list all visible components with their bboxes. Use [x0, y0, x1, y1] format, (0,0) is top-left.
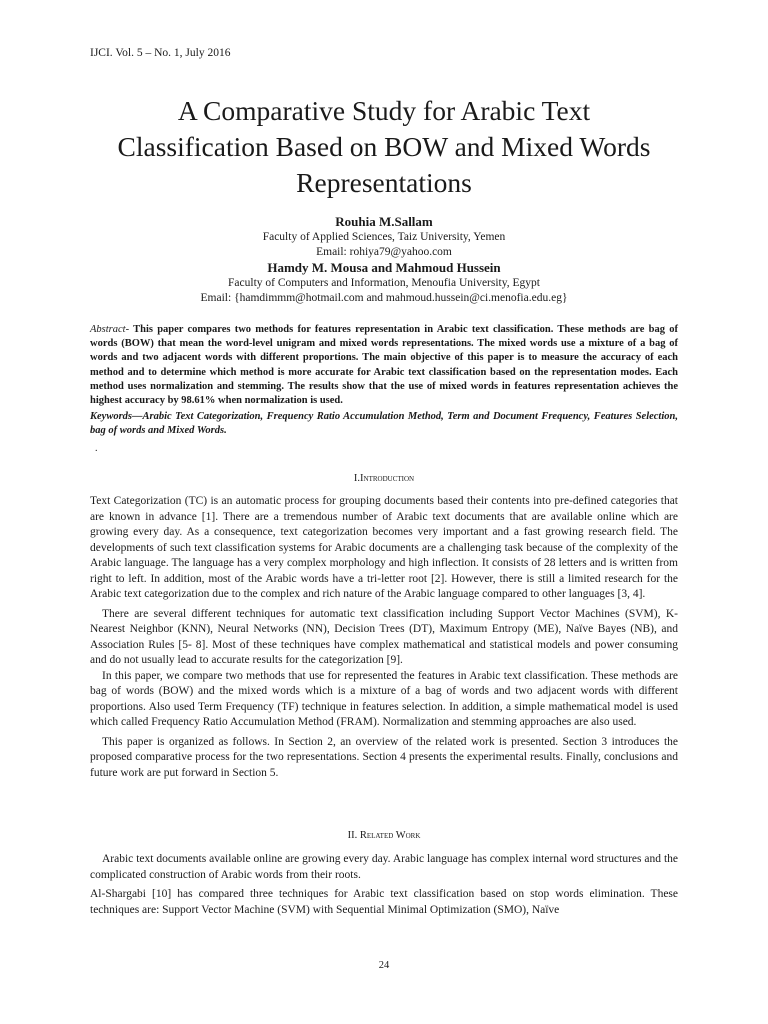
- author-email: Email: rohiya79@yahoo.com: [316, 245, 452, 258]
- paragraph: There are several different techniques for automatic text classification including Support Vector Machines (SVM), K- Nearest Neighbor (KNN), Neural Networks (NN), Decision Trees (DT), Maximum Entropy (ME), Naïve Bayes (NB), and Association Rules [5- 8]. Most of these techniques have complex mathematical and statistical models and power consuming and do not usually lead to accurate results for the categorization [9].: [90, 607, 678, 666]
- title-line: Representations: [296, 167, 472, 198]
- stray-dot: .: [95, 443, 98, 454]
- paragraph: Arabic text documents available online are growing every day. Arabic language has complex internal word structures and the complicated construction of Arabic words from their roots.: [90, 853, 678, 881]
- section-introduction: [90, 494, 678, 781]
- paragraph: Text Categorization (TC) is an automatic process for grouping documents based their contents into pre-defined categories that are known in advance [1]. There are a tremendous number of Arabic text documents that are available online which are growing every day. As a consequence, text categorization becomes very important and a fast growing research field. The developments of such text classification systems for Arabic documents are a challenging task because of the complexity of the Arabic language. The language has a very complex morphology and high inflection. It consists of 28 letters and is written from right to left. In addition, most of the Arabic words have a tri-letter root [2]. However, there is still a limited research for the Arabic text categorization due to the complex and rich nature of the Arabic language compared to other languages [3, 4].: [90, 495, 678, 600]
- paragraph: This paper is organized as follows. In Section 2, an overview of the related work is presented. Section 3 introduces the proposed comparative process for the two representations. Section 4 presents the experimental results. Finally, conclusions and future work are put forward in Section 5.: [90, 735, 678, 779]
- author-email: Email: {hamdimmm@hotmail.com and mahmoud.hussein@ci.menofia.edu.eg}: [200, 291, 568, 304]
- title-line: Classification Based on BOW and Mixed Words: [117, 131, 651, 162]
- abstract: [90, 323, 678, 408]
- paragraph: In this paper, we compare two methods that use for represented the features in Arabic text classification. These methods are bag of words (BOW) and the mixed words which is a mixture of a bag of words and two adjacent words with different proportions. Also used Term Frequency (TF) technique in features selection. In addition, a simple mathematical model is used which called Frequency Ratio Accumulation Method (FRAM). Normalization and stemming approaches are also used.: [90, 669, 678, 728]
- author-affiliation: Faculty of Computers and Information, Menoufia University, Egypt: [228, 277, 540, 289]
- paragraph: Al-Shargabi [10] has compared three techniques for Arabic text classification based on stop words elimination. These techniques are: Support Vector Machine (SVM) with Sequential Minimal Optimization (SMO), Naïve: [90, 888, 678, 916]
- paper-title: [0, 93, 768, 201]
- abstract-text: This paper compares two methods for features representation in Arabic text classification. These methods are bag of words (BOW) that mean the word-level unigram and mixed words representations. The mixed words use a mixture of a bag of words and two adjacent words with different proportions. The main objective of this paper is to measure the accuracy of each method and to determine which method is more accurate for Arabic text classification based on the representation modes. Each method uses normalization and stemming. The results show that the use of mixed words in features representation achieves the highest accuracy by 98.61% when normalization is used.: [90, 324, 678, 407]
- author-name: Hamdy M. Mousa and Mahmoud Hussein: [267, 260, 501, 275]
- journal-header: IJCI. Vol. 5 – No. 1, July 2016: [90, 47, 231, 59]
- author-affiliation: Faculty of Applied Sciences, Taiz University, Yemen: [262, 231, 506, 243]
- author-name: Rouhia M.Sallam: [335, 214, 433, 229]
- section-heading-introduction: I.Introduction: [353, 473, 415, 484]
- section-related-work: [90, 852, 678, 918]
- abstract-label: Abstract-: [90, 324, 130, 335]
- title-line: A Comparative Study for Arabic Text: [177, 95, 591, 126]
- section-heading-related-work: II. Related Work: [347, 830, 421, 841]
- author-block: [0, 213, 768, 305]
- page-number: 24: [378, 960, 390, 971]
- keywords: Keywords—Arabic Text Categorization, Frequency Ratio Accumulation Method, Term and Document Frequency, Features Selection, bag of words and Mixed Words.: [90, 411, 678, 437]
